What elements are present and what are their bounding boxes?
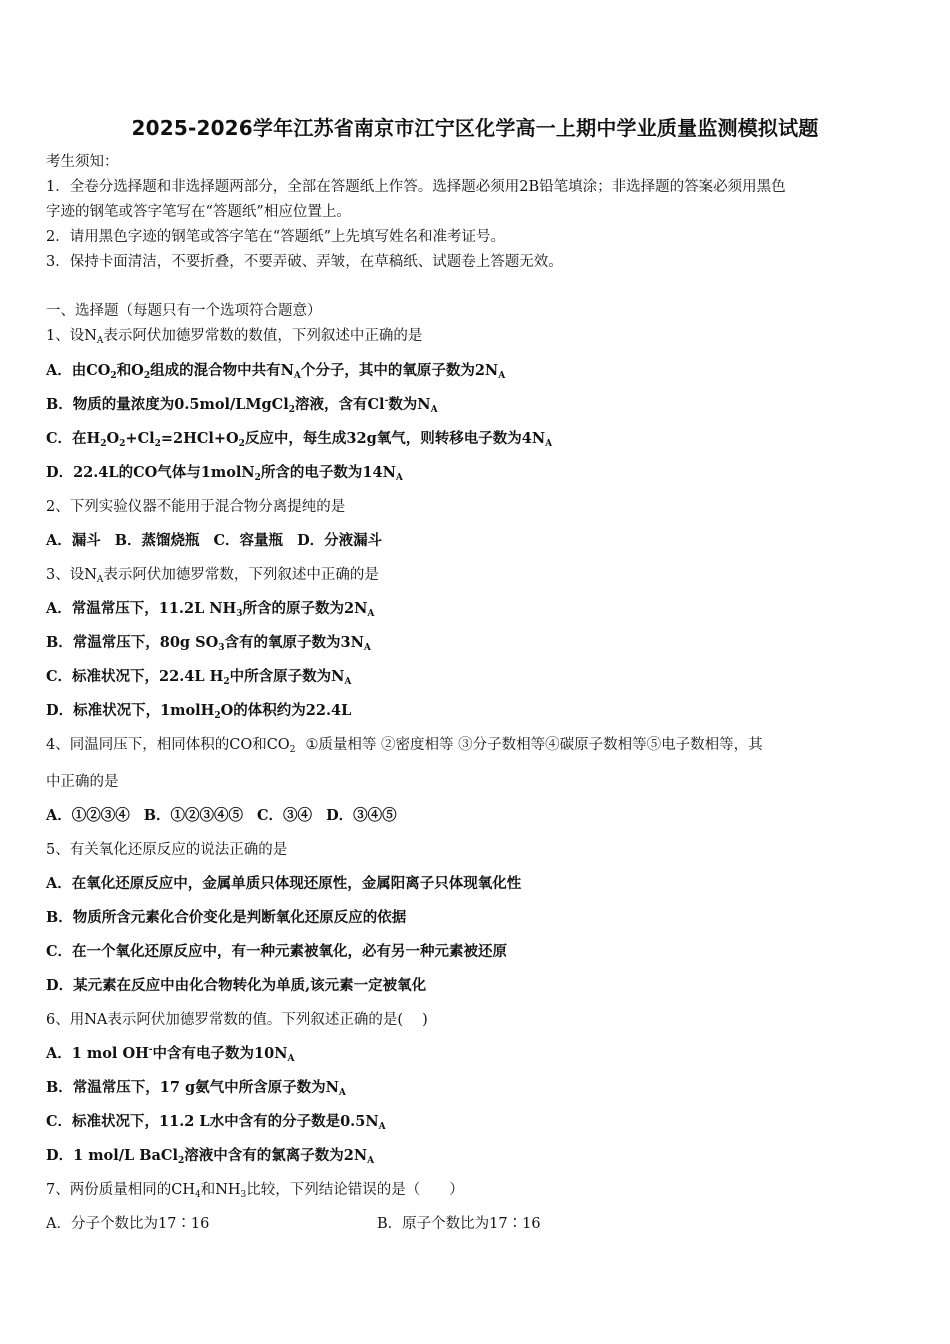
question-1-stem: 1、设$N_A$表示阿伏加德罗常数的数值，下列叙述中正确的是 (46, 328, 423, 346)
question-3-option-c[interactable]: C．标准状况下，22.4L $H_2$中所含原子数为$N_A$ (46, 668, 352, 687)
question-6-option-c[interactable]: C．标准状况下，11.2 L水中含有的分子数是$0.5N_A$ (46, 1113, 386, 1132)
notice-item: 字迹的钢笔或答字笔写在“答题纸”相应位置上。 (46, 204, 351, 220)
question-2-stem: 2、下列实验仪器不能用于混合物分离提纯的是 (46, 499, 346, 515)
question-6-option-a[interactable]: A．1 mol OH-中含有电子数为$10N_A$ (46, 1045, 295, 1064)
question-6-option-b[interactable]: B．常温常压下，17 g氨气中所含原子数为$N_A$ (46, 1079, 346, 1098)
question-4-options (46, 806, 397, 826)
question-6-stem: 6、用NA表示阿伏加德罗常数的值。下列叙述正确的是( ) (46, 1012, 428, 1028)
question-7-option-b[interactable]: B．原子个数比为17∶16 (377, 1216, 541, 1232)
question-3-stem: 3、设$N_A$表示阿伏加德罗常数，下列叙述中正确的是 (46, 567, 379, 585)
question-4-option-d[interactable]: D．③④⑤ (326, 807, 397, 824)
question-2-option-b[interactable]: B．蒸馏烧瓶 (114, 532, 200, 549)
notice-item: 1．全卷分选择题和非选择题两部分，全部在答题纸上作答。选择题必须用2B铅笔填涂；非选择题的答案必须用黑色 (46, 179, 786, 195)
question-2-option-a[interactable]: A．漏斗 (46, 532, 101, 549)
question-4-stem: 4、同温同压下，相同体积的CO和$CO_2$ ①质量相等 ②密度相等 ③分子数相等④碳原子数相等⑤电子数相等，其 (46, 737, 763, 755)
question-1-option-a[interactable]: A．由$CO_2$和$O_2$组成的混合物中共有$N_A$个分子，其中的氧原子数为$2N_A$ (46, 362, 506, 381)
notice-item: 3．保持卡面清洁，不要折叠，不要弄破、弄皱，在草稿纸、试题卷上答题无效。 (46, 254, 563, 270)
question-5-option-a[interactable]: A．在氧化还原反应中，金属单质只体现还原性，金属阳离子只体现氧化性 (46, 875, 522, 892)
notice-item: 2．请用黑色字迹的钢笔或答字笔在“答题纸”上先填写姓名和准考证号。 (46, 229, 506, 245)
page-title: 2025-2026学年江苏省南京市江宁区化学高一上期中学业质量监测模拟试题 (131, 116, 819, 140)
notice-heading: 考生须知： (46, 154, 119, 170)
question-5-option-c[interactable]: C．在一个氧化还原反应中，有一种元素被氧化，必有另一种元素被还原 (46, 943, 508, 960)
question-2-option-d[interactable]: D．分液漏斗 (297, 532, 383, 549)
question-1-option-b[interactable]: B．物质的量浓度为0.5mol/LMgCl$_2$溶液，含有Cl-数为$N_A$ (46, 396, 438, 415)
question-4-option-c[interactable]: C．③④ (257, 807, 313, 824)
question-4-stem-cont: 中正确的是 (46, 774, 119, 790)
question-7-option-a[interactable]: A．分子个数比为17∶16 (46, 1216, 210, 1232)
question-2-option-c[interactable]: C．容量瓶 (213, 532, 284, 549)
question-4-option-b[interactable]: B．①②③④⑤ (143, 807, 244, 824)
question-5-stem: 5、有关氧化还原反应的说法正确的是 (46, 842, 288, 858)
section-heading: 一、选择题（每题只有一个选项符合题意） (46, 303, 322, 319)
question-4-option-a[interactable]: A．①②③④ (46, 807, 130, 824)
question-5-option-d[interactable]: D．某元素在反应中由化合物转化为单质,该元素一定被氧化 (46, 977, 427, 994)
question-3-option-d[interactable]: D．标准状况下，1molH$_2$O的体积约为22.4L (46, 702, 352, 721)
question-3-option-a[interactable]: A．常温常压下，11.2L $NH_3$所含的原子数为$2N_A$ (46, 600, 375, 619)
question-1-option-c[interactable]: C．在$H_2O_2+Cl_2=2HCl+O_2$反应中，每生成32g氧气，则转移电子数为$4N_A$ (46, 430, 553, 449)
question-2-options (46, 531, 382, 551)
question-5-option-b[interactable]: B．物质所含元素化合价变化是判断氧化还原反应的依据 (46, 909, 407, 926)
question-6-option-d[interactable]: D．1 mol/L BaCl$_2$溶液中含有的氯离子数为$2N_A$ (46, 1147, 375, 1166)
question-3-option-b[interactable]: B．常温常压下，80g $SO_3$含有的氧原子数为$3N_A$ (46, 634, 371, 653)
question-7-stem: 7、两份质量相同的$CH_4$和$NH_3$比较，下列结论错误的是（ ） (46, 1182, 464, 1200)
question-1-option-d[interactable]: D．22.4L的CO气体与1molN$_2$所含的电子数为$14N_A$ (46, 464, 403, 483)
